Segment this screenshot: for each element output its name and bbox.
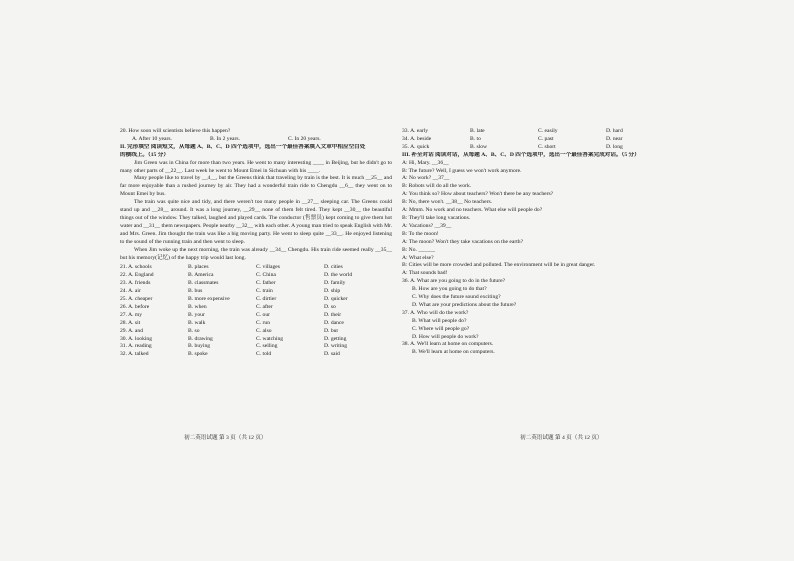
choice-option: D. near xyxy=(606,135,623,142)
choice-option: C. past xyxy=(538,135,554,142)
section2-header: II. 完形填空 阅读短文，从每题 A、B、C、D 四个选项中，选出一个最佳答案填入文章中相应空白处 xyxy=(120,143,366,150)
choice-option: B. spoke xyxy=(188,351,208,358)
choice-option: B. to xyxy=(470,135,481,142)
dialogue-line: A: What else? xyxy=(402,254,434,261)
choice-option: D. writing xyxy=(324,343,347,350)
q36-options xyxy=(402,278,674,310)
dialogue-line: B: No, there won't. __38__ No teachers. xyxy=(402,199,493,206)
choice-option: B. so xyxy=(188,327,200,334)
choice-option: C. father xyxy=(256,280,276,287)
choice-row xyxy=(120,304,392,312)
q37-option: B. What will people do? xyxy=(412,317,467,324)
choice-option: B. buying xyxy=(188,343,211,350)
cloze-choices xyxy=(120,264,392,359)
choice-option: D. dance xyxy=(324,319,344,326)
q37-option: 37. A. Who will do the work? xyxy=(402,309,469,316)
section3-header: III. 补全对话 阅读对话，从每题 A、B、C、D 四个选项中，选出一个最佳答案完成对话。（5 分） xyxy=(402,151,640,158)
choice-row xyxy=(402,128,674,136)
choice-option: C. train xyxy=(256,288,273,295)
choice-option: C. China xyxy=(256,272,276,279)
choice-row xyxy=(120,264,392,272)
q38-option: B. We'll learn at home on computers. xyxy=(412,349,495,356)
choice-option: D. family xyxy=(324,280,346,287)
passage-paragraph: Many people like to travel by __4__, but the Greens think that traveling by train is the best. It is much __25__ and far more enjoyable than a rushed journey by air. They had a wonderful train ride to Chengdu __6__ they went on to Mount Emei by bus. xyxy=(120,175,392,198)
choice-option: B. America xyxy=(188,272,214,279)
choice-option: D. their xyxy=(324,311,342,318)
q37-options xyxy=(402,310,674,342)
choice-option: 28. A. sit xyxy=(120,319,141,326)
choice-option: D. quicker xyxy=(324,296,348,303)
choice-row xyxy=(120,351,392,359)
choice-option: D. getting xyxy=(324,335,347,342)
dialogue-line: A: The moon? Won't they take vacations on the earth? xyxy=(402,238,524,245)
choice-row xyxy=(120,328,392,336)
left-page xyxy=(120,128,392,359)
choice-option: D. the world xyxy=(324,272,353,279)
choice-option: C. villages xyxy=(256,264,280,271)
q20-option-c: C. In 20 years. xyxy=(288,135,321,142)
dialogue-line: A: You think so? How about teachers? Won't there be any teachers? xyxy=(402,191,554,198)
choice-option: C. easily xyxy=(538,128,558,134)
choice-option: 32. A. talked xyxy=(120,351,149,358)
choice-option: B. slow xyxy=(470,143,488,150)
choice-option: B. more expensive xyxy=(188,296,230,303)
choice-option: 25. A. cheaper xyxy=(120,296,153,303)
q20-options xyxy=(120,136,392,144)
choice-option: 26. A. before xyxy=(120,303,150,310)
choice-option: B. classmates xyxy=(188,280,219,287)
q38-option: 38. A. We'll learn at home on computers. xyxy=(402,341,494,348)
choice-option: D. long xyxy=(606,143,623,150)
dialogue-line: B: Cities will be more crowded and polluted. The environment will be in great danger. xyxy=(402,262,596,269)
dialogue-line: A: No work? __37__ xyxy=(402,175,450,182)
choice-option: 29. A. and xyxy=(120,327,143,334)
dialogue-line: B: They'll take long vacations. xyxy=(402,214,471,221)
q20-option-b: B. In 2 years. xyxy=(210,135,240,142)
q37-option: D. How will people do work? xyxy=(412,333,479,340)
choice-option: B. late xyxy=(470,128,485,134)
dialogue-line: B: To the moon! xyxy=(402,230,439,237)
q36-option: C. Why does the future sound exciting? xyxy=(412,294,501,301)
q36-option: B. How are you going to do that? xyxy=(412,286,487,293)
choice-row xyxy=(120,312,392,320)
q20-option-a: A. After 10 years. xyxy=(132,135,172,142)
choice-row xyxy=(120,272,392,280)
passage-paragraph: The train was quite nice and tidy, and there weren't too many people in __27__ sleeping car. The Greens could stand up and __28__ around. It was a long journey, __29__ none of them felt tired. They kept __30__ the beautiful things out of the window. They talked, laughed and played cards. The conductor (售票员) kept coming to give them hot water and __31__ them newspapers. People nearby __32__ with each other. A young man tried to speak English with Mr. and Mrs. Green. Jim thought the train was like a big moving party. He went to sleep quite __33__. He enjoyed listening to the sound of the running train and then went to sleep. xyxy=(120,199,392,245)
dialogue-line: A: Vacations? __39__ xyxy=(402,222,452,229)
choice-option: 30. A. looking xyxy=(120,335,153,342)
choice-option: D. said xyxy=(324,351,340,358)
q38-options xyxy=(402,341,674,357)
choice-option: 34. A. beside xyxy=(402,135,432,142)
q20-question: 20. How soon will scientists believe this happen? xyxy=(120,128,231,134)
choice-option: C. run xyxy=(256,319,270,326)
choice-option: C. dirtier xyxy=(256,296,277,303)
dialogue-line: A: Hi, Mary. __36__ xyxy=(402,159,449,166)
choice-option: B. when xyxy=(188,303,207,310)
q36-option: D. What are your predictions about the future? xyxy=(412,301,517,308)
choice-option: B. bus xyxy=(188,288,203,295)
choice-option: D. but xyxy=(324,327,338,334)
choice-option: D. so xyxy=(324,303,336,310)
choice-row xyxy=(120,280,392,288)
choice-option: D. cities xyxy=(324,264,343,271)
choice-row xyxy=(120,343,392,351)
cloze-choices-continued xyxy=(402,128,674,152)
choice-option: C. watching xyxy=(256,335,284,342)
choice-row xyxy=(402,144,674,152)
choice-option: 21. A. schools xyxy=(120,264,152,271)
dialogue-line: A: That sounds bad! xyxy=(402,270,448,277)
choice-option: 33. A. early xyxy=(402,128,429,134)
choice-row xyxy=(120,320,392,328)
right-page xyxy=(402,128,674,357)
choice-option: B. walk xyxy=(188,319,206,326)
choice-option: 35. A. quick xyxy=(402,143,430,150)
q37-option: C. Where will people go? xyxy=(412,325,470,332)
choice-option: D. hard xyxy=(606,128,623,134)
footer-page-4: 初二英语试题 第 4 页（共 12 页） xyxy=(520,435,603,441)
footer-page-3: 初二英语试题 第 3 页（共 12 页） xyxy=(184,435,267,441)
passage-paragraph: When Jim woke up the next morning, the train was already __34__ Chengdu. His train ride seemed really __35__ but his memory(记忆) of the happy trip would last long. xyxy=(120,246,392,261)
passage-paragraph: Jim Green was in China for more than two years. He went to many interesting ____ in Beijing, but he didn't go to many other parts of __22__. Last week he went to Mount Emei in Sichuan with his ____. xyxy=(120,159,392,174)
dialogue xyxy=(402,160,674,279)
dialogue-line: B: Robots will do all the work. xyxy=(402,183,472,190)
choice-option: B. your xyxy=(188,311,205,318)
choice-option: C. after xyxy=(256,303,273,310)
section2-header-cont: 的横线上。（15 分） xyxy=(120,151,169,158)
choice-option: D. ship xyxy=(324,288,341,295)
choice-option: 23. A. friends xyxy=(120,280,151,287)
choice-row xyxy=(402,136,674,144)
choice-option: 27. A. my xyxy=(120,311,143,318)
choice-row xyxy=(120,336,392,344)
choice-option: 24. A. air xyxy=(120,288,141,295)
choice-row xyxy=(120,296,392,304)
choice-option: B. drawing xyxy=(188,335,213,342)
choice-option: B. places xyxy=(188,264,209,271)
choice-row xyxy=(120,288,392,296)
choice-option: C. selling xyxy=(256,343,278,350)
choice-option: C. told xyxy=(256,351,272,358)
choice-option: C. our xyxy=(256,311,270,318)
q36-option: 36. A. What are you going to do in the future? xyxy=(402,278,506,285)
choice-option: 22. A. England xyxy=(120,272,154,279)
dialogue-line: B: The future? Well, I guess we won't work anymore. xyxy=(402,167,522,174)
dialogue-line: A: Mmm. No work and no teachers. What else will people do? xyxy=(402,207,543,214)
choice-option: C. short xyxy=(538,143,556,150)
dialogue-line: B: No. ______ xyxy=(402,246,436,253)
choice-option: C. also xyxy=(256,327,272,334)
choice-option: 31. A. reading xyxy=(120,343,152,350)
